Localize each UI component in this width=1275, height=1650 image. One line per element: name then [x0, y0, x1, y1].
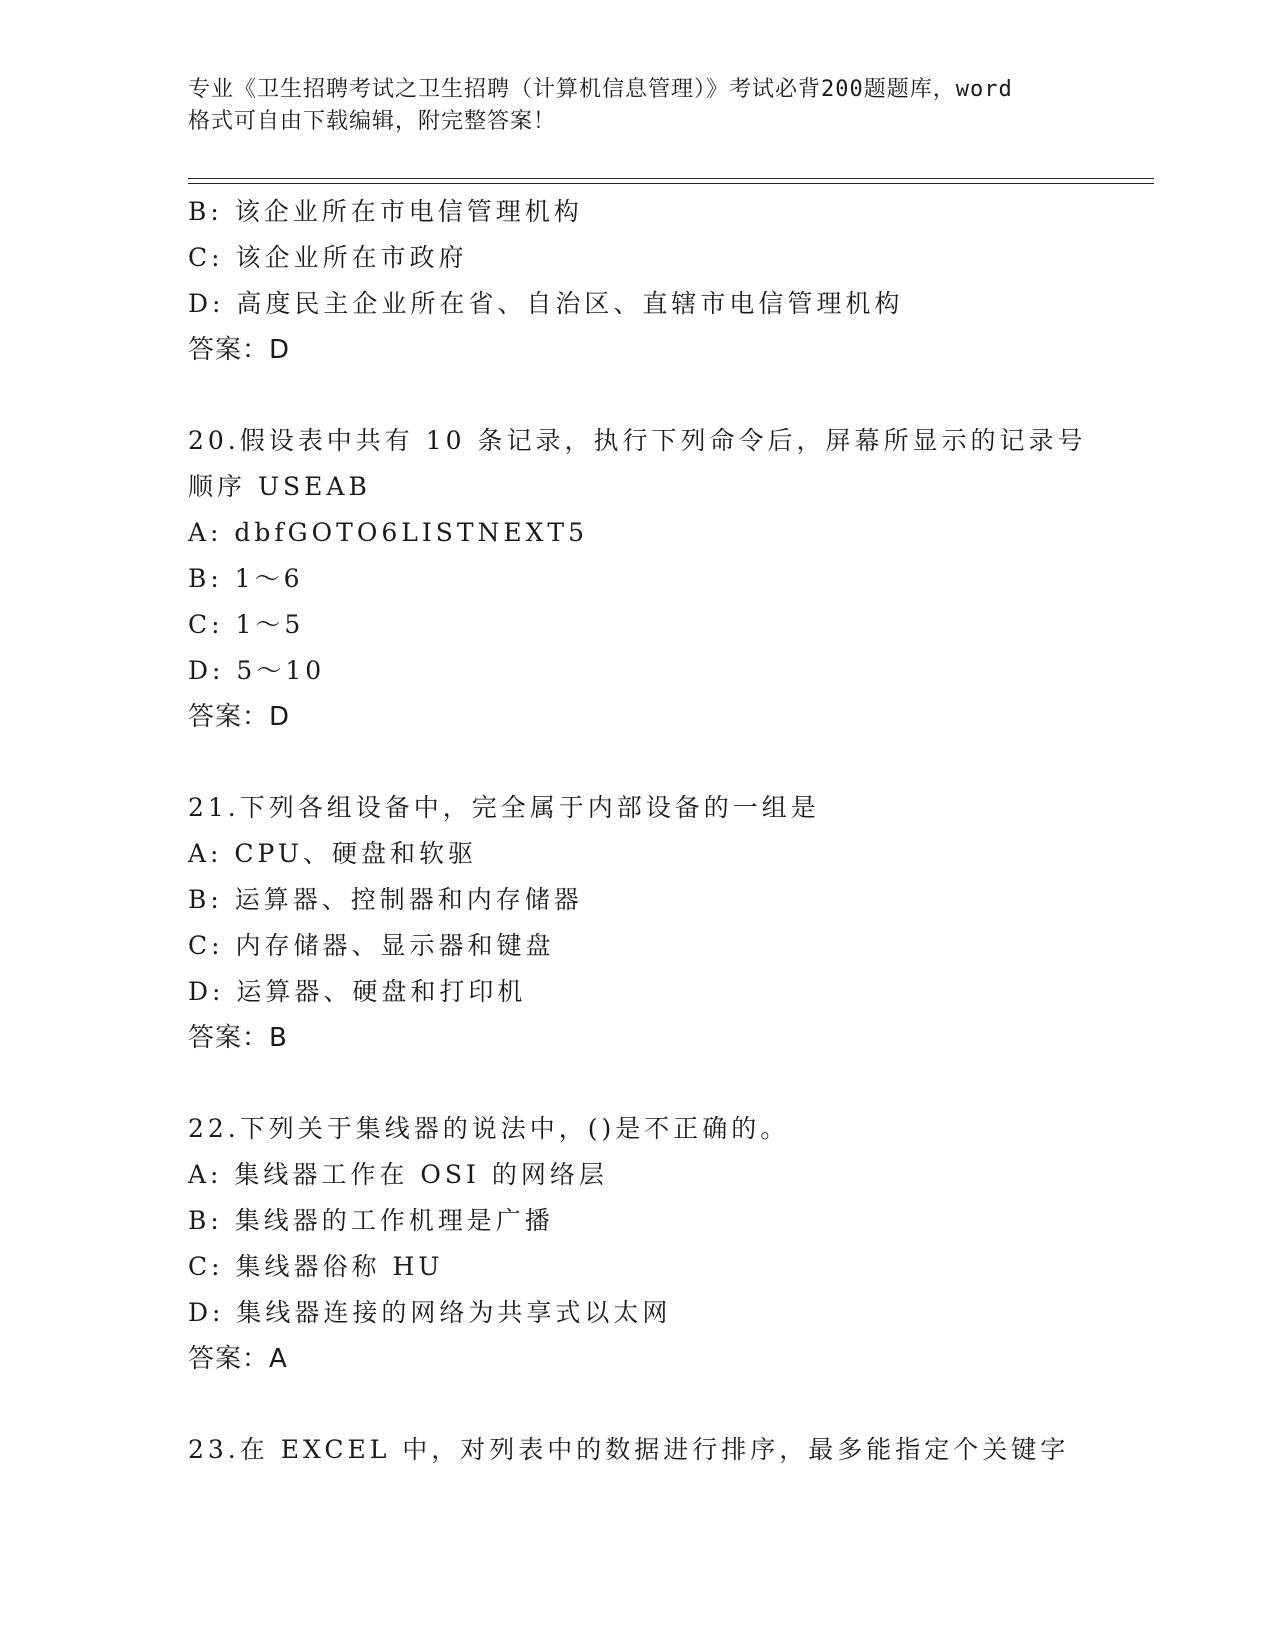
option-b: B: 该企业所在市电信管理机构 [188, 197, 583, 226]
question-stem: 20.假设表中共有 10 条记录，执行下列命令后，屏幕所显示的记录号 [188, 426, 1087, 455]
question-stem: 22.下列关于集线器的说法中，()是不正确的。 [188, 1114, 790, 1143]
option-c: C: 内存储器、显示器和键盘 [188, 931, 555, 960]
option-b: B: 集线器的工作机理是广播 [188, 1206, 554, 1235]
option-a: A: dbfGOTO6LISTNEXT5 [188, 518, 589, 547]
question-19-continued [188, 189, 1148, 373]
header-divider-bottom [188, 183, 1154, 184]
question-20 [188, 418, 1148, 740]
option-b: B: 1～6 [188, 564, 304, 593]
question-stem: 23.在 EXCEL 中，对列表中的数据进行排序，最多能指定个关键字 [188, 1435, 1070, 1464]
header-divider-top [188, 178, 1154, 179]
header-line-1: 专业《卫生招聘考试之卫生招聘（计算机信息管理）》考试必背200题题库，word [188, 77, 1013, 102]
answer-line: 答案：B [188, 1023, 288, 1053]
question-22 [188, 1106, 1148, 1382]
option-b: B: 运算器、控制器和内存储器 [188, 885, 583, 914]
question-content [188, 189, 1148, 1473]
answer-line: 答案：A [188, 1344, 288, 1374]
option-c: C: 1～5 [188, 610, 305, 639]
option-c: C: 集线器俗称 HU [188, 1252, 444, 1281]
option-a: A: 集线器工作在 OSI 的网络层 [188, 1160, 608, 1189]
document-header [188, 74, 1088, 138]
question-stem: 21.下列各组设备中，完全属于内部设备的一组是 [188, 793, 820, 822]
header-line-2: 格式可自由下载编辑，附完整答案！ [188, 109, 557, 134]
option-c: C: 该企业所在市政府 [188, 243, 468, 272]
question-21 [188, 785, 1148, 1061]
option-a: A: CPU、硬盘和软驱 [188, 839, 478, 868]
option-d: D: 高度民主企业所在省、自治区、直辖市电信管理机构 [188, 289, 904, 318]
option-d: D: 运算器、硬盘和打印机 [188, 977, 527, 1006]
option-d: D: 5～10 [188, 656, 326, 685]
answer-line: 答案：D [188, 335, 291, 365]
option-d: D: 集线器连接的网络为共享式以太网 [188, 1298, 672, 1327]
answer-line: 答案：D [188, 702, 291, 732]
question-stem-continued: 顺序 USEAB [188, 472, 371, 501]
question-23 [188, 1427, 1148, 1473]
